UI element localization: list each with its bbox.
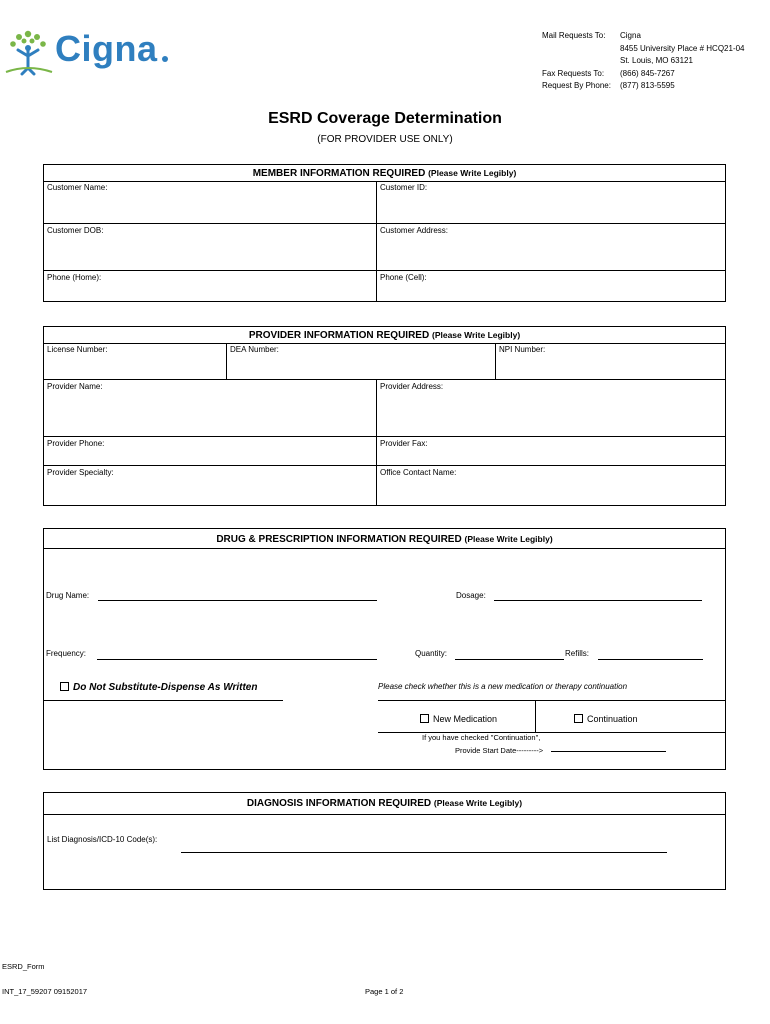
member-section	[43, 164, 726, 302]
if-checked-note: If you have checked "Continuation",	[422, 733, 541, 742]
dea-number-label: DEA Number:	[230, 345, 279, 354]
mail-name: Cigna	[620, 31, 641, 40]
page-title: ESRD Coverage Determination	[268, 110, 502, 127]
provider-fax-label: Provider Fax:	[380, 439, 428, 448]
page-subtitle: (FOR PROVIDER USE ONLY)	[317, 134, 453, 145]
continuation-divider	[535, 700, 536, 733]
new-medication-label: New Medication	[433, 714, 498, 724]
customer-address-label: Customer Address:	[380, 226, 449, 235]
check-note: Please check whether this is a new medication or therapy continuation	[378, 682, 628, 691]
provider-phone-field[interactable]	[44, 436, 377, 466]
cigna-logo	[4, 28, 54, 76]
phone-home-field[interactable]	[44, 270, 377, 301]
provider-address-label: Provider Address:	[380, 382, 444, 391]
phone-value: (877) 813-5595	[620, 81, 675, 90]
logo-wordmark: Cigna	[55, 28, 158, 69]
customer-name-label: Customer Name:	[47, 183, 108, 192]
office-contact-label: Office Contact Name:	[380, 468, 457, 477]
npi-number-field[interactable]	[495, 343, 725, 380]
diagnosis-input[interactable]	[181, 840, 667, 853]
dnr-box-divider	[44, 700, 283, 701]
provider-section	[43, 326, 726, 506]
provider-header	[44, 327, 725, 344]
fax-value: (866) 845-7267	[620, 68, 675, 78]
provider-fax-field[interactable]	[376, 436, 725, 466]
frequency-input[interactable]	[97, 648, 377, 660]
diagnosis-header-note: (Please Write Legibly)	[433, 798, 523, 808]
provider-specialty-field[interactable]	[44, 465, 377, 505]
fax-label: Fax Requests To:	[542, 68, 605, 78]
office-contact-field[interactable]	[376, 465, 725, 505]
license-number-label: License Number:	[47, 345, 108, 354]
drug-header	[44, 529, 725, 549]
phone-label: Request By Phone:	[542, 81, 611, 90]
provider-header-title: PROVIDER INFORMATION REQUIRED	[248, 330, 430, 341]
phone-cell-field[interactable]	[376, 270, 725, 301]
provider-name-field[interactable]	[44, 379, 377, 437]
form-code: INT_17_59207 09152017	[2, 987, 88, 996]
drug-name-label: Drug Name:	[46, 591, 90, 600]
license-number-field[interactable]	[44, 343, 227, 380]
customer-dob-label: Customer DOB:	[47, 226, 104, 235]
refills-label: Refills:	[565, 649, 590, 658]
mail-address-2: St. Louis, MO 63121	[620, 56, 693, 65]
quantity-label: Quantity:	[415, 649, 448, 658]
diagnosis-header-title: DIAGNOSIS INFORMATION REQUIRED	[246, 798, 432, 809]
dosage-label: Dosage:	[456, 591, 486, 600]
frequency-label: Frequency:	[46, 649, 87, 658]
provider-phone-label: Provider Phone:	[47, 439, 105, 448]
customer-id-label: Customer ID:	[380, 183, 428, 192]
provider-header-note: (Please Write Legibly)	[431, 330, 521, 340]
dosage-input[interactable]	[494, 589, 702, 601]
mail-labels	[542, 30, 611, 93]
start-date-input[interactable]	[551, 742, 666, 752]
new-medication-checkbox[interactable]	[420, 714, 429, 723]
continuation-option[interactable]	[574, 714, 638, 724]
logo-dot	[162, 56, 168, 62]
mail-address-1: 8455 University Place # HCQ21-04	[620, 43, 745, 53]
member-header-note: (Please Write Legibly)	[428, 168, 517, 178]
dnr-label: Do Not Substitute-Dispense As Written	[73, 682, 258, 693]
dnr-checkbox-row[interactable]	[60, 682, 257, 693]
customer-name-field[interactable]	[44, 181, 377, 224]
phone-home-label: Phone (Home):	[47, 273, 102, 282]
diagnosis-header	[44, 793, 725, 815]
dea-number-field[interactable]	[226, 343, 496, 380]
customer-dob-field[interactable]	[44, 223, 377, 271]
provider-name-label: Provider Name:	[47, 382, 103, 391]
dnr-checkbox[interactable]	[60, 682, 69, 691]
tree-person-icon	[4, 28, 54, 76]
form-id: ESRD_Form	[2, 962, 45, 971]
customer-id-field[interactable]	[376, 181, 725, 224]
npi-number-label: NPI Number:	[499, 345, 546, 354]
diagnosis-list-label: List Diagnosis/ICD-10 Code(s):	[47, 835, 158, 844]
continuation-checkbox[interactable]	[574, 714, 583, 723]
phone-cell-label: Phone (Cell):	[380, 273, 427, 282]
drug-header-title: DRUG & PRESCRIPTION INFORMATION REQUIRED	[216, 534, 462, 545]
continuation-label: Continuation	[587, 714, 638, 724]
refills-input[interactable]	[598, 648, 703, 660]
provider-specialty-label: Provider Specialty:	[47, 468, 114, 477]
new-medication-option[interactable]	[420, 714, 497, 724]
provider-address-field[interactable]	[376, 379, 725, 437]
mail-label: Mail Requests To:	[542, 31, 606, 40]
customer-address-field[interactable]	[376, 223, 725, 271]
member-header-title: MEMBER INFORMATION REQUIRED	[252, 168, 426, 179]
member-header	[44, 165, 725, 182]
quantity-input[interactable]	[455, 648, 564, 660]
start-date-label: Provide Start Date--------->	[455, 746, 544, 755]
drug-name-input[interactable]	[98, 589, 377, 601]
page-number: Page 1 of 2	[365, 987, 404, 996]
mail-values	[620, 30, 745, 93]
drug-header-note: (Please Write Legibly)	[464, 534, 553, 544]
